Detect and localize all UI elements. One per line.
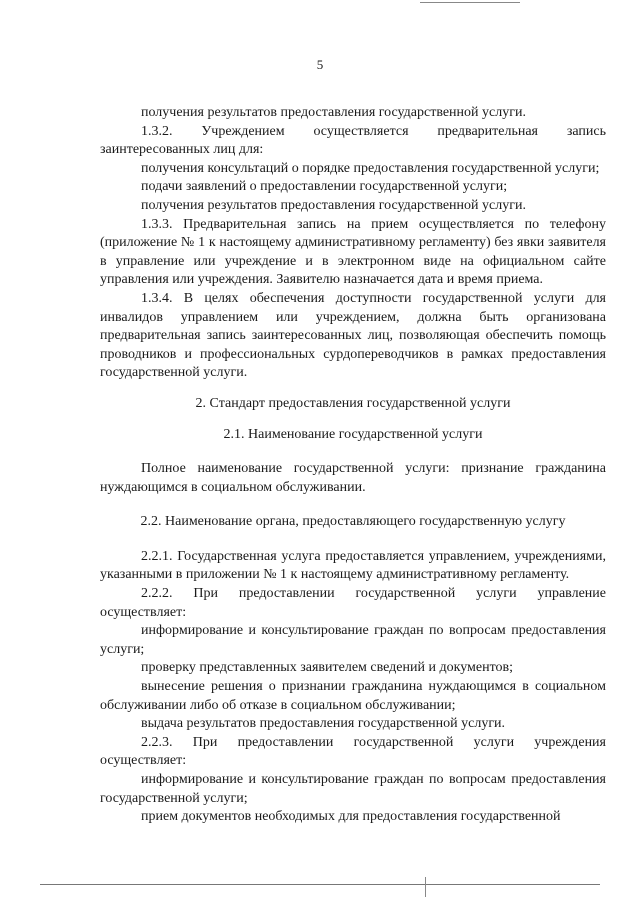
paragraph: 1.3.4. В целях обеспечения доступности государственной услуги для инвалидов управлением или учреждением, должна быть организована предварительная запись заинтересованных лиц, позволяющая обеспечить помощь проводников и профессиональных сурдопереводчиков в рамках предоставления государственной услуги.	[100, 290, 606, 381]
subsection-heading: 2.2. Наименование органа, предоставляющего государственную услугу	[140, 514, 566, 530]
paragraph: получения результатов предоставления государственной услуги.	[141, 197, 526, 213]
paragraph: Полное наименование государственной услуги: признание гражданина нуждающимся в социальном обслуживании.	[100, 461, 606, 495]
paragraph: получения консультаций о порядке предоставления государственной услуги;	[141, 160, 600, 176]
paragraph: 2.2.3. При предоставлении государственной услуги учреждения осуществляет:	[100, 734, 606, 769]
paragraph: 2.2.1. Государственная услуга предоставляется управлением, учреждениями, указанными в приложении № 1 к настоящему административному регламенту.	[100, 548, 606, 583]
document-body	[100, 104, 606, 827]
paragraph: 1.3.2. Учреждением осуществляется предварительная запись заинтересованных лиц для:	[100, 123, 606, 158]
paragraph: проверку представленных заявителем сведений и документов;	[141, 660, 514, 676]
scan-edge-top	[420, 2, 520, 3]
paragraph: вынесение решения о признании гражданина нуждающимся в социальном обслуживании либо об отказе в социальном обслуживании;	[100, 679, 606, 713]
scan-edge-bottom-tick	[425, 877, 426, 897]
page-number: 5	[316, 57, 324, 72]
paragraph: информирование и консультирование граждан по вопросам предоставления государственной услуги;	[100, 772, 606, 806]
paragraph: 2.2.2. При предоставлении государственной услуги управление осуществляет:	[100, 586, 606, 620]
paragraph: 1.3.3. Предварительная запись на прием осуществляется по телефону (приложение № 1 к настоящему административному регламенту) без явки заявителя в управление или учреждение и в электронном виде на официальном сайте управления или учреждения. Заявителю назначается дата и время приема.	[100, 216, 606, 288]
paragraph: прием документов необходимых для предоставления государственной	[141, 809, 561, 825]
subsection-heading: 2.1. Наименование государственной услуги	[223, 426, 483, 442]
paragraph: информирование и консультирование граждан по вопросам предоставления услуги;	[100, 623, 606, 657]
paragraph: подачи заявлений о предоставлении государственной услуги;	[141, 179, 508, 195]
scan-edge-bottom	[40, 884, 600, 885]
paragraph: получения результатов предоставления государственной услуги.	[141, 105, 526, 120]
paragraph: выдача результатов предоставления государственной услуги.	[141, 716, 506, 732]
section-heading: 2. Стандарт предоставления государственной услуги	[195, 395, 511, 411]
